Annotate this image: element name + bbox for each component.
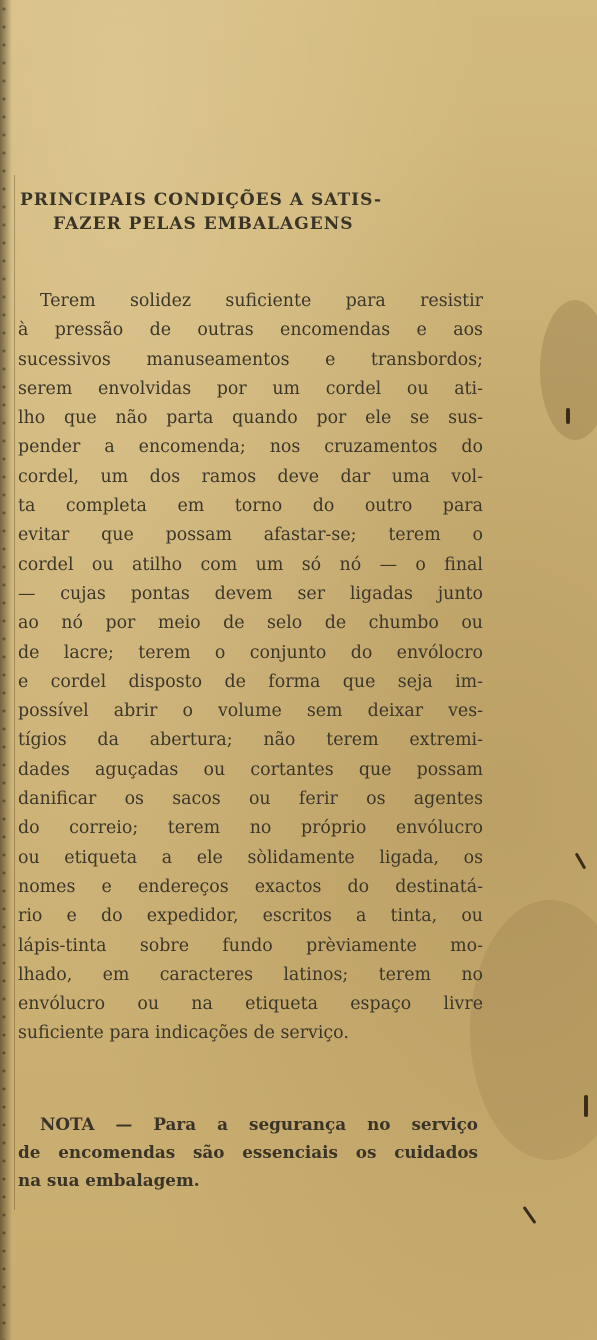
- section-heading: [20, 188, 480, 236]
- paragraph-line: possível abrir o volume sem deixar ves-: [18, 701, 483, 722]
- paragraph-line: cordel, um dos ramos deve dar uma vol-: [18, 466, 483, 487]
- conditions-paragraph: [18, 287, 483, 1049]
- fold-line: [14, 175, 15, 1210]
- ink-speck: [584, 1095, 588, 1117]
- perforation-marks: [2, 0, 6, 1340]
- paragraph-line: lho que não parta quando por ele se sus-: [18, 408, 483, 429]
- paragraph-line: dades aguçadas ou cortantes que possam: [18, 759, 483, 780]
- paper-stain: [470, 900, 597, 1160]
- ink-speck: [566, 408, 570, 424]
- paragraph-line: ao nó por meio de selo de chumbo ou: [18, 613, 483, 634]
- paragraph-line: ta completa em torno do outro para: [18, 496, 483, 517]
- paragraph-line: tígios da abertura; não terem extremi-: [18, 730, 483, 751]
- nota-line: NOTA — Para a segurança no serviço: [40, 1114, 478, 1134]
- paragraph-line: lhado, em caracteres latinos; terem no: [18, 964, 483, 985]
- ink-speck: [523, 1206, 537, 1224]
- heading-line-2: FAZER PELAS EMBALAGENS: [53, 214, 354, 234]
- paragraph-line: pender a encomenda; nos cruzamentos do: [18, 437, 483, 458]
- nota-line: na sua embalagem.: [18, 1170, 200, 1190]
- paragraph-line: de lacre; terem o conjunto do envólocro: [18, 642, 483, 663]
- paragraph-line: lápis-tinta sobre fundo prèviamente mo-: [18, 935, 483, 956]
- paragraph-line: envólucro ou na etiqueta espaço livre: [18, 994, 483, 1015]
- ink-speck: [575, 852, 587, 869]
- paragraph-line: cordel ou atilho com um só nó — o final: [18, 554, 483, 575]
- paragraph-line: nomes e endereços exactos do destinatá-: [18, 876, 483, 897]
- nota-block: [18, 1110, 478, 1194]
- paragraph-line: rio e do expedidor, escritos a tinta, ou: [18, 906, 483, 927]
- paragraph-line: suficiente para indicações de serviço.: [18, 1023, 349, 1044]
- paragraph-line: Terem solidez suficiente para resistir: [40, 291, 483, 311]
- paragraph-line: — cujas pontas devem ser ligadas junto: [18, 583, 483, 604]
- paragraph-line: e cordel disposto de forma que seja im-: [18, 671, 483, 692]
- paragraph-line: sucessivos manuseamentos e transbordos;: [18, 349, 483, 370]
- paragraph-line: ou etiqueta a ele sòlidamente ligada, os: [18, 847, 483, 868]
- paragraph-line: evitar que possam afastar-se; terem o: [18, 525, 483, 546]
- heading-line-1: PRINCIPAIS CONDIÇÕES A SATIS-: [20, 190, 383, 210]
- paragraph-line: do correio; terem no próprio envólucro: [18, 818, 483, 839]
- paragraph-line: à pressão de outras encomendas e aos: [18, 320, 483, 341]
- nota-line: de encomendas são essenciais os cuidados: [18, 1142, 478, 1162]
- paragraph-line: serem envolvidas por um cordel ou ati-: [18, 378, 483, 399]
- paragraph-line: danificar os sacos ou ferir os agentes: [18, 789, 483, 810]
